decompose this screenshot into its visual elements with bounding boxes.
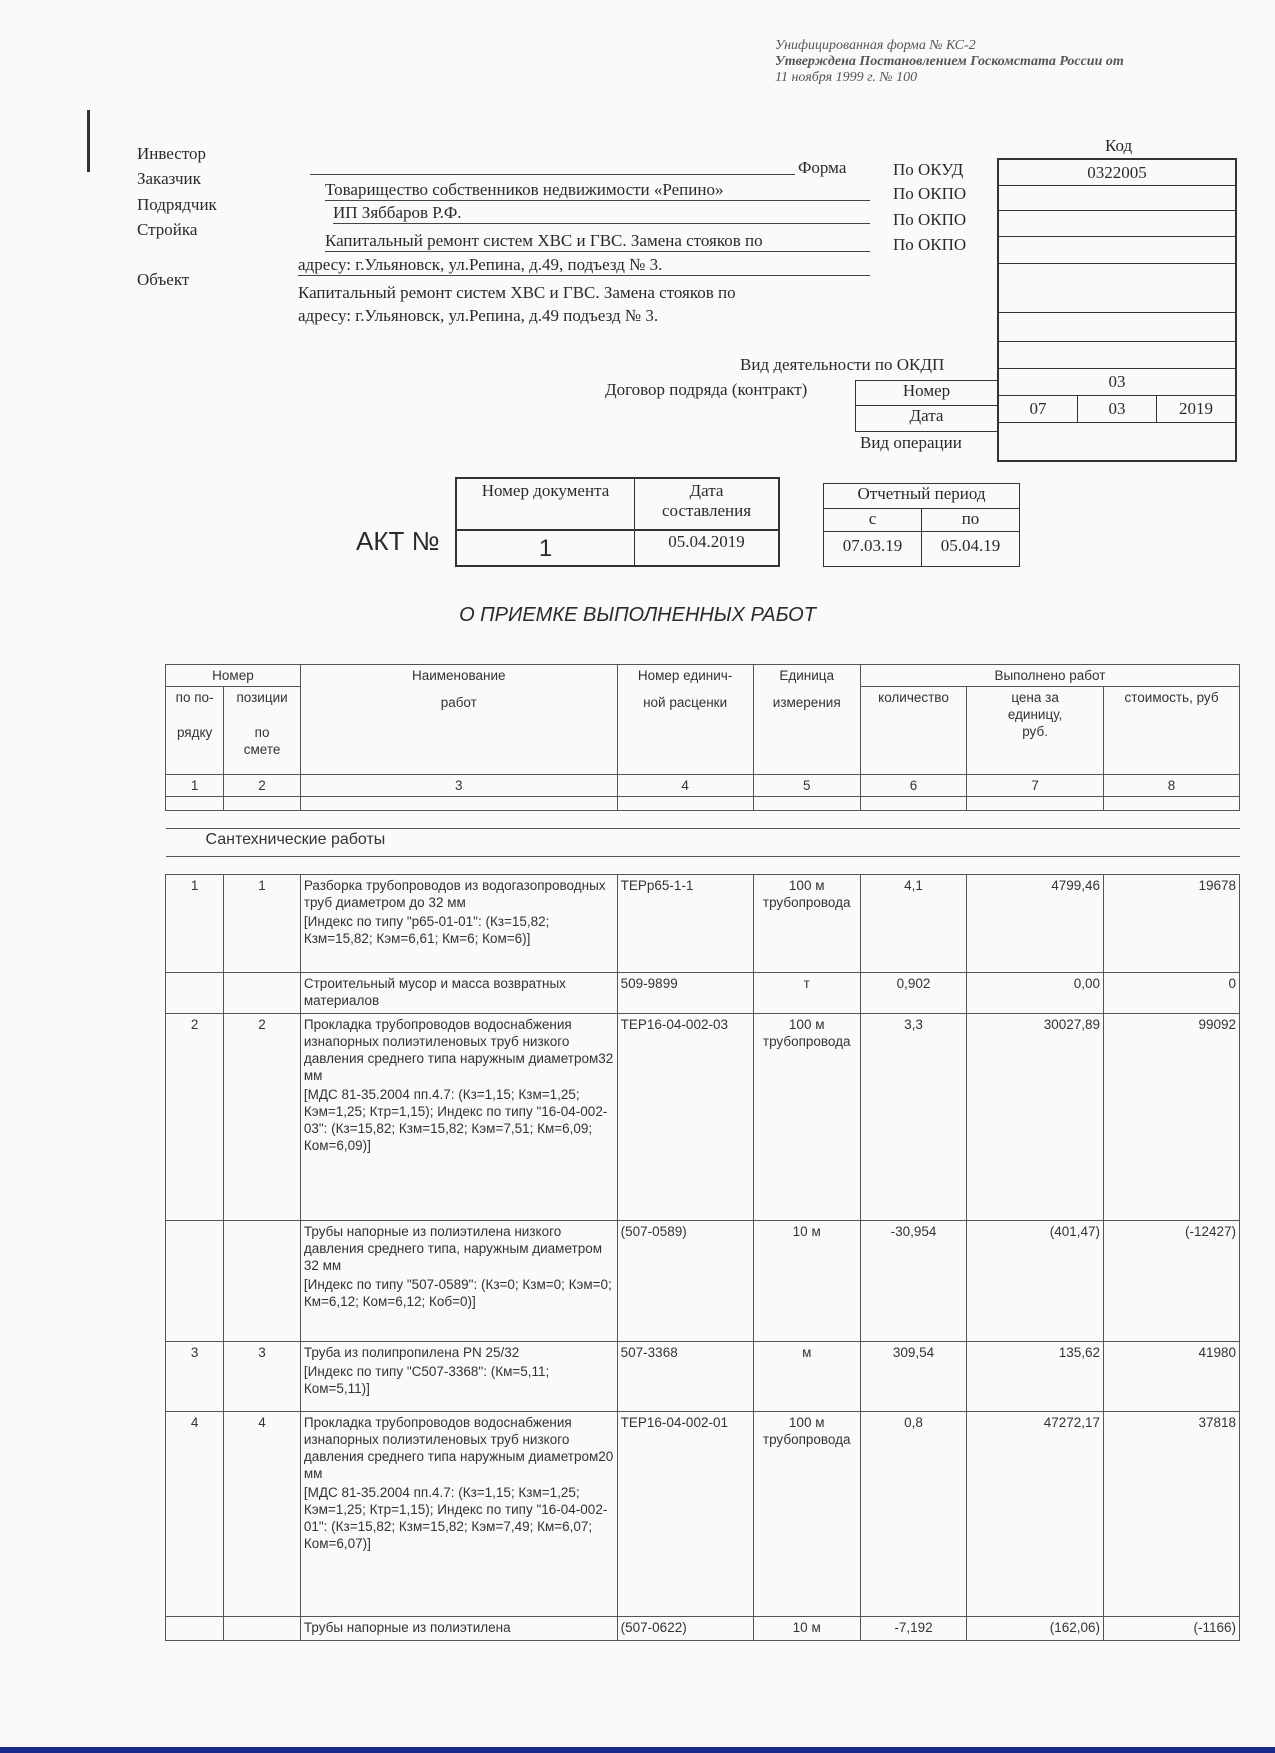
label-okpo-1: По ОКПО bbox=[893, 184, 967, 203]
okpo-code-1 bbox=[999, 186, 1235, 211]
row-cost: (-1166) bbox=[1104, 1617, 1240, 1641]
form-header-line3: 11 ноября 1999 г. № 100 bbox=[775, 70, 918, 85]
header-price: цена за единицу, руб. bbox=[967, 687, 1104, 775]
date-header: Дата составления bbox=[661, 481, 752, 520]
row-unit: 10 м bbox=[753, 1617, 860, 1641]
act-doc-box bbox=[455, 477, 780, 567]
label-okpo-3: По ОКПО bbox=[893, 235, 967, 254]
row-note-text: [Индекс по типу "р65-01-01": (Кз=15,82; Кзм=15,82; Кэм=6,61; Км=6; Ком=6)] bbox=[303, 914, 550, 946]
row-unit: 100 м трубопровода bbox=[753, 875, 860, 973]
header-number: Номер bbox=[166, 665, 301, 687]
contract-labels-box bbox=[855, 380, 997, 432]
period-from-label: с bbox=[824, 509, 922, 531]
row-unit: 10 м bbox=[753, 1221, 860, 1342]
header-qty: количество bbox=[860, 687, 966, 775]
period-header: Отчетный период bbox=[824, 484, 1019, 509]
customer-value: Товарищество собственников недвижимости «Репино» bbox=[325, 180, 870, 201]
period-to-label: по bbox=[961, 509, 980, 528]
row-cost: 0 bbox=[1104, 973, 1240, 1014]
row-note-text: [МДС 81-35.2004 пп.4.7: (Кз=1,15; Кзм=1,25; Кэм=1,25; Ктр=1,15); Индекс по типу "16-04-002-01": (Кз=15,82; Кзм=15,82; Кэм=7,49; Км=6,07; Ком=6,07)] bbox=[303, 1485, 608, 1551]
row-qty: 3,3 bbox=[860, 1014, 966, 1221]
margin-mark bbox=[87, 110, 90, 172]
row-name-text: Строительный мусор и масса возвратных материалов bbox=[303, 976, 566, 1008]
row-price: 47272,17 bbox=[967, 1412, 1104, 1617]
row-order: 1 bbox=[166, 875, 224, 973]
table-row bbox=[166, 1342, 1240, 1412]
label-data: Дата bbox=[909, 406, 944, 425]
okpo-code-2 bbox=[999, 211, 1235, 237]
bottom-bar bbox=[0, 1747, 1275, 1753]
row-price: (401,47) bbox=[967, 1221, 1104, 1342]
row-order bbox=[166, 1617, 224, 1641]
table-row bbox=[166, 1412, 1240, 1617]
form-header bbox=[775, 38, 1275, 86]
table-row bbox=[166, 1014, 1240, 1221]
row-qty: -7,192 bbox=[860, 1617, 966, 1641]
contractor-value: ИП Зяббаров Р.Ф. bbox=[333, 203, 870, 224]
label-okdp: Вид деятельности по ОКДП bbox=[740, 355, 945, 374]
label-okpo-2: По ОКПО bbox=[893, 210, 967, 229]
construction-value-2: адресу: г.Ульяновск, ул.Репина, д.49, подъезд № 3. bbox=[298, 255, 870, 276]
header-unit: Единица измерения bbox=[753, 665, 860, 775]
label-customer: Заказчик bbox=[137, 169, 201, 188]
row-position: 3 bbox=[224, 1342, 301, 1412]
row-rate: 509-9899 bbox=[617, 973, 753, 1014]
row-qty: 0,902 bbox=[860, 973, 966, 1014]
label-construction: Стройка bbox=[137, 220, 198, 239]
row-unit: м bbox=[753, 1342, 860, 1412]
row-price: (162,06) bbox=[967, 1617, 1104, 1641]
label-okud: По ОКУД bbox=[893, 160, 964, 179]
row-name bbox=[300, 1617, 617, 1641]
row-rate: 507-3368 bbox=[617, 1342, 753, 1412]
investor-line bbox=[310, 174, 795, 175]
row-rate: ТЕРр65-1-1 bbox=[617, 875, 753, 973]
row-price: 0,00 bbox=[967, 973, 1104, 1014]
row-name-text: Прокладка трубопроводов водоснабжения изнапорных полиэтиленовых труб низкого давления среднего типа наружным диаметром32 мм bbox=[303, 1017, 614, 1083]
row-rate: (507-0622) bbox=[617, 1617, 753, 1641]
contract-number-value: 03 bbox=[999, 369, 1235, 396]
row-name-text: Прокладка трубопроводов водоснабжения изнапорных полиэтиленовых труб низкого давления среднего типа наружным диаметром20 мм bbox=[303, 1415, 614, 1481]
row-unit: 100 м трубопровода bbox=[753, 1014, 860, 1221]
header-cost: стоимость, руб bbox=[1104, 687, 1240, 775]
code-box bbox=[997, 158, 1237, 462]
label-contractor: Подрядчик bbox=[137, 195, 217, 214]
row-name-text: Трубы напорные из полиэтилена bbox=[303, 1620, 511, 1635]
act-title: О ПРИЕМКЕ ВЫПОЛНЕННЫХ РАБОТ bbox=[459, 604, 816, 626]
column-numbers-row: 1 2 3 4 5 6 7 8 bbox=[166, 775, 1240, 797]
okpo-code-3 bbox=[999, 237, 1235, 264]
object-value-1: Капитальный ремонт систем ХВС и ГВС. Замена стояков по bbox=[298, 283, 736, 302]
row-price: 30027,89 bbox=[967, 1014, 1104, 1221]
row-rate: ТЕР16-04-002-01 bbox=[617, 1412, 753, 1617]
row-name bbox=[300, 973, 617, 1014]
table-row bbox=[166, 1617, 1240, 1641]
table-row bbox=[166, 875, 1240, 973]
row-position: 2 bbox=[224, 1014, 301, 1221]
row-name bbox=[300, 1412, 617, 1617]
header-rate: Номер единич- ной расценки bbox=[617, 665, 753, 775]
doc-number: 1 bbox=[457, 531, 635, 567]
label-nomer: Номер bbox=[856, 381, 997, 406]
row-order bbox=[166, 1221, 224, 1342]
row-qty: 309,54 bbox=[860, 1342, 966, 1412]
row-note-text: [Индекс по типу "С507-3368": (Км=5,11; Ком=5,11)] bbox=[303, 1364, 550, 1396]
okdp-code bbox=[999, 313, 1235, 342]
label-investor: Инвестор bbox=[137, 144, 207, 163]
header-name: Наименование работ bbox=[300, 665, 617, 775]
row-name-text: Труба из полипропилена PN 25/32 bbox=[303, 1345, 520, 1360]
row-position bbox=[224, 1617, 301, 1641]
header-position: позиции по смете bbox=[224, 687, 301, 775]
row-rate: ТЕР16-04-002-03 bbox=[617, 1014, 753, 1221]
row-order: 2 bbox=[166, 1014, 224, 1221]
row-position bbox=[224, 973, 301, 1014]
table-row bbox=[166, 1221, 1240, 1342]
works-table bbox=[165, 664, 1240, 1641]
row-name bbox=[300, 1014, 617, 1221]
row-cost: (-12427) bbox=[1104, 1221, 1240, 1342]
construction-value-1: Капитальный ремонт систем ХВС и ГВС. Замена стояков по bbox=[325, 231, 870, 252]
period-to: 05.04.19 bbox=[940, 536, 1001, 555]
okud-code: 0322005 bbox=[999, 160, 1235, 186]
row-rate: (507-0589) bbox=[617, 1221, 753, 1342]
label-operation: Вид операции bbox=[860, 433, 962, 452]
form-header-line1: Унифицированная форма № КС-2 bbox=[775, 38, 976, 53]
contract-date-value: 07 03 2019 bbox=[999, 396, 1235, 423]
row-note-text: [Индекс по типу "507-0589": (Кз=0; Кзм=0; Кэм=0; Км=6,12; Ком=6,12; Коб=0)] bbox=[303, 1277, 612, 1309]
row-order bbox=[166, 973, 224, 1014]
period-from: 07.03.19 bbox=[824, 532, 922, 566]
row-qty: 0,8 bbox=[860, 1412, 966, 1617]
row-cost: 37818 bbox=[1104, 1412, 1240, 1617]
row-cost: 41980 bbox=[1104, 1342, 1240, 1412]
row-position: 1 bbox=[224, 875, 301, 973]
row-price: 4799,46 bbox=[967, 875, 1104, 973]
act-label: АКТ № bbox=[356, 526, 440, 556]
header-done: Выполнено работ bbox=[860, 665, 1239, 687]
label-contract: Договор подряда (контракт) bbox=[605, 380, 808, 399]
header-order: по по- рядку bbox=[166, 687, 224, 775]
row-position: 4 bbox=[224, 1412, 301, 1617]
row-price: 135,62 bbox=[967, 1342, 1104, 1412]
row-order: 3 bbox=[166, 1342, 224, 1412]
table-row bbox=[166, 973, 1240, 1014]
form-header-line2: Утверждена Постановлением Госкомстата России от bbox=[775, 54, 1124, 69]
row-cost: 19678 bbox=[1104, 875, 1240, 973]
report-period-box bbox=[823, 483, 1020, 567]
label-forma: Форма bbox=[798, 158, 847, 177]
section-title: Сантехнические работы bbox=[166, 829, 1240, 857]
row-name-text: Трубы напорные из полиэтилена низкого давления среднего типа, наружным диаметром 32 мм bbox=[303, 1224, 602, 1273]
row-name-text: Разборка трубопроводов из водогазопроводных труб диаметром до 32 мм bbox=[303, 878, 606, 910]
row-name bbox=[300, 1221, 617, 1342]
label-object: Объект bbox=[137, 270, 190, 289]
row-name bbox=[300, 875, 617, 973]
row-position bbox=[224, 1221, 301, 1342]
doc-date: 05.04.2019 bbox=[668, 532, 745, 551]
row-note-text: [МДС 81-35.2004 пп.4.7: (Кз=1,15; Кзм=1,25; Кэм=1,25; Ктр=1,15); Индекс по типу "16-04-002-03": (Кз=15,82; Кзм=15,82; Кэм=7,51; Км=6,09; Ком=6,09)] bbox=[303, 1087, 608, 1153]
doc-number-header: Номер документа bbox=[457, 479, 635, 529]
row-cost: 99092 bbox=[1104, 1014, 1240, 1221]
row-unit: т bbox=[753, 973, 860, 1014]
row-qty: -30,954 bbox=[860, 1221, 966, 1342]
row-order: 4 bbox=[166, 1412, 224, 1617]
row-qty: 4,1 bbox=[860, 875, 966, 973]
object-value-2: адресу: г.Ульяновск, ул.Репина, д.49 подъезд № 3. bbox=[298, 306, 659, 325]
row-name bbox=[300, 1342, 617, 1412]
label-kod: Код bbox=[1105, 136, 1133, 155]
row-unit: 100 м трубопровода bbox=[753, 1412, 860, 1617]
